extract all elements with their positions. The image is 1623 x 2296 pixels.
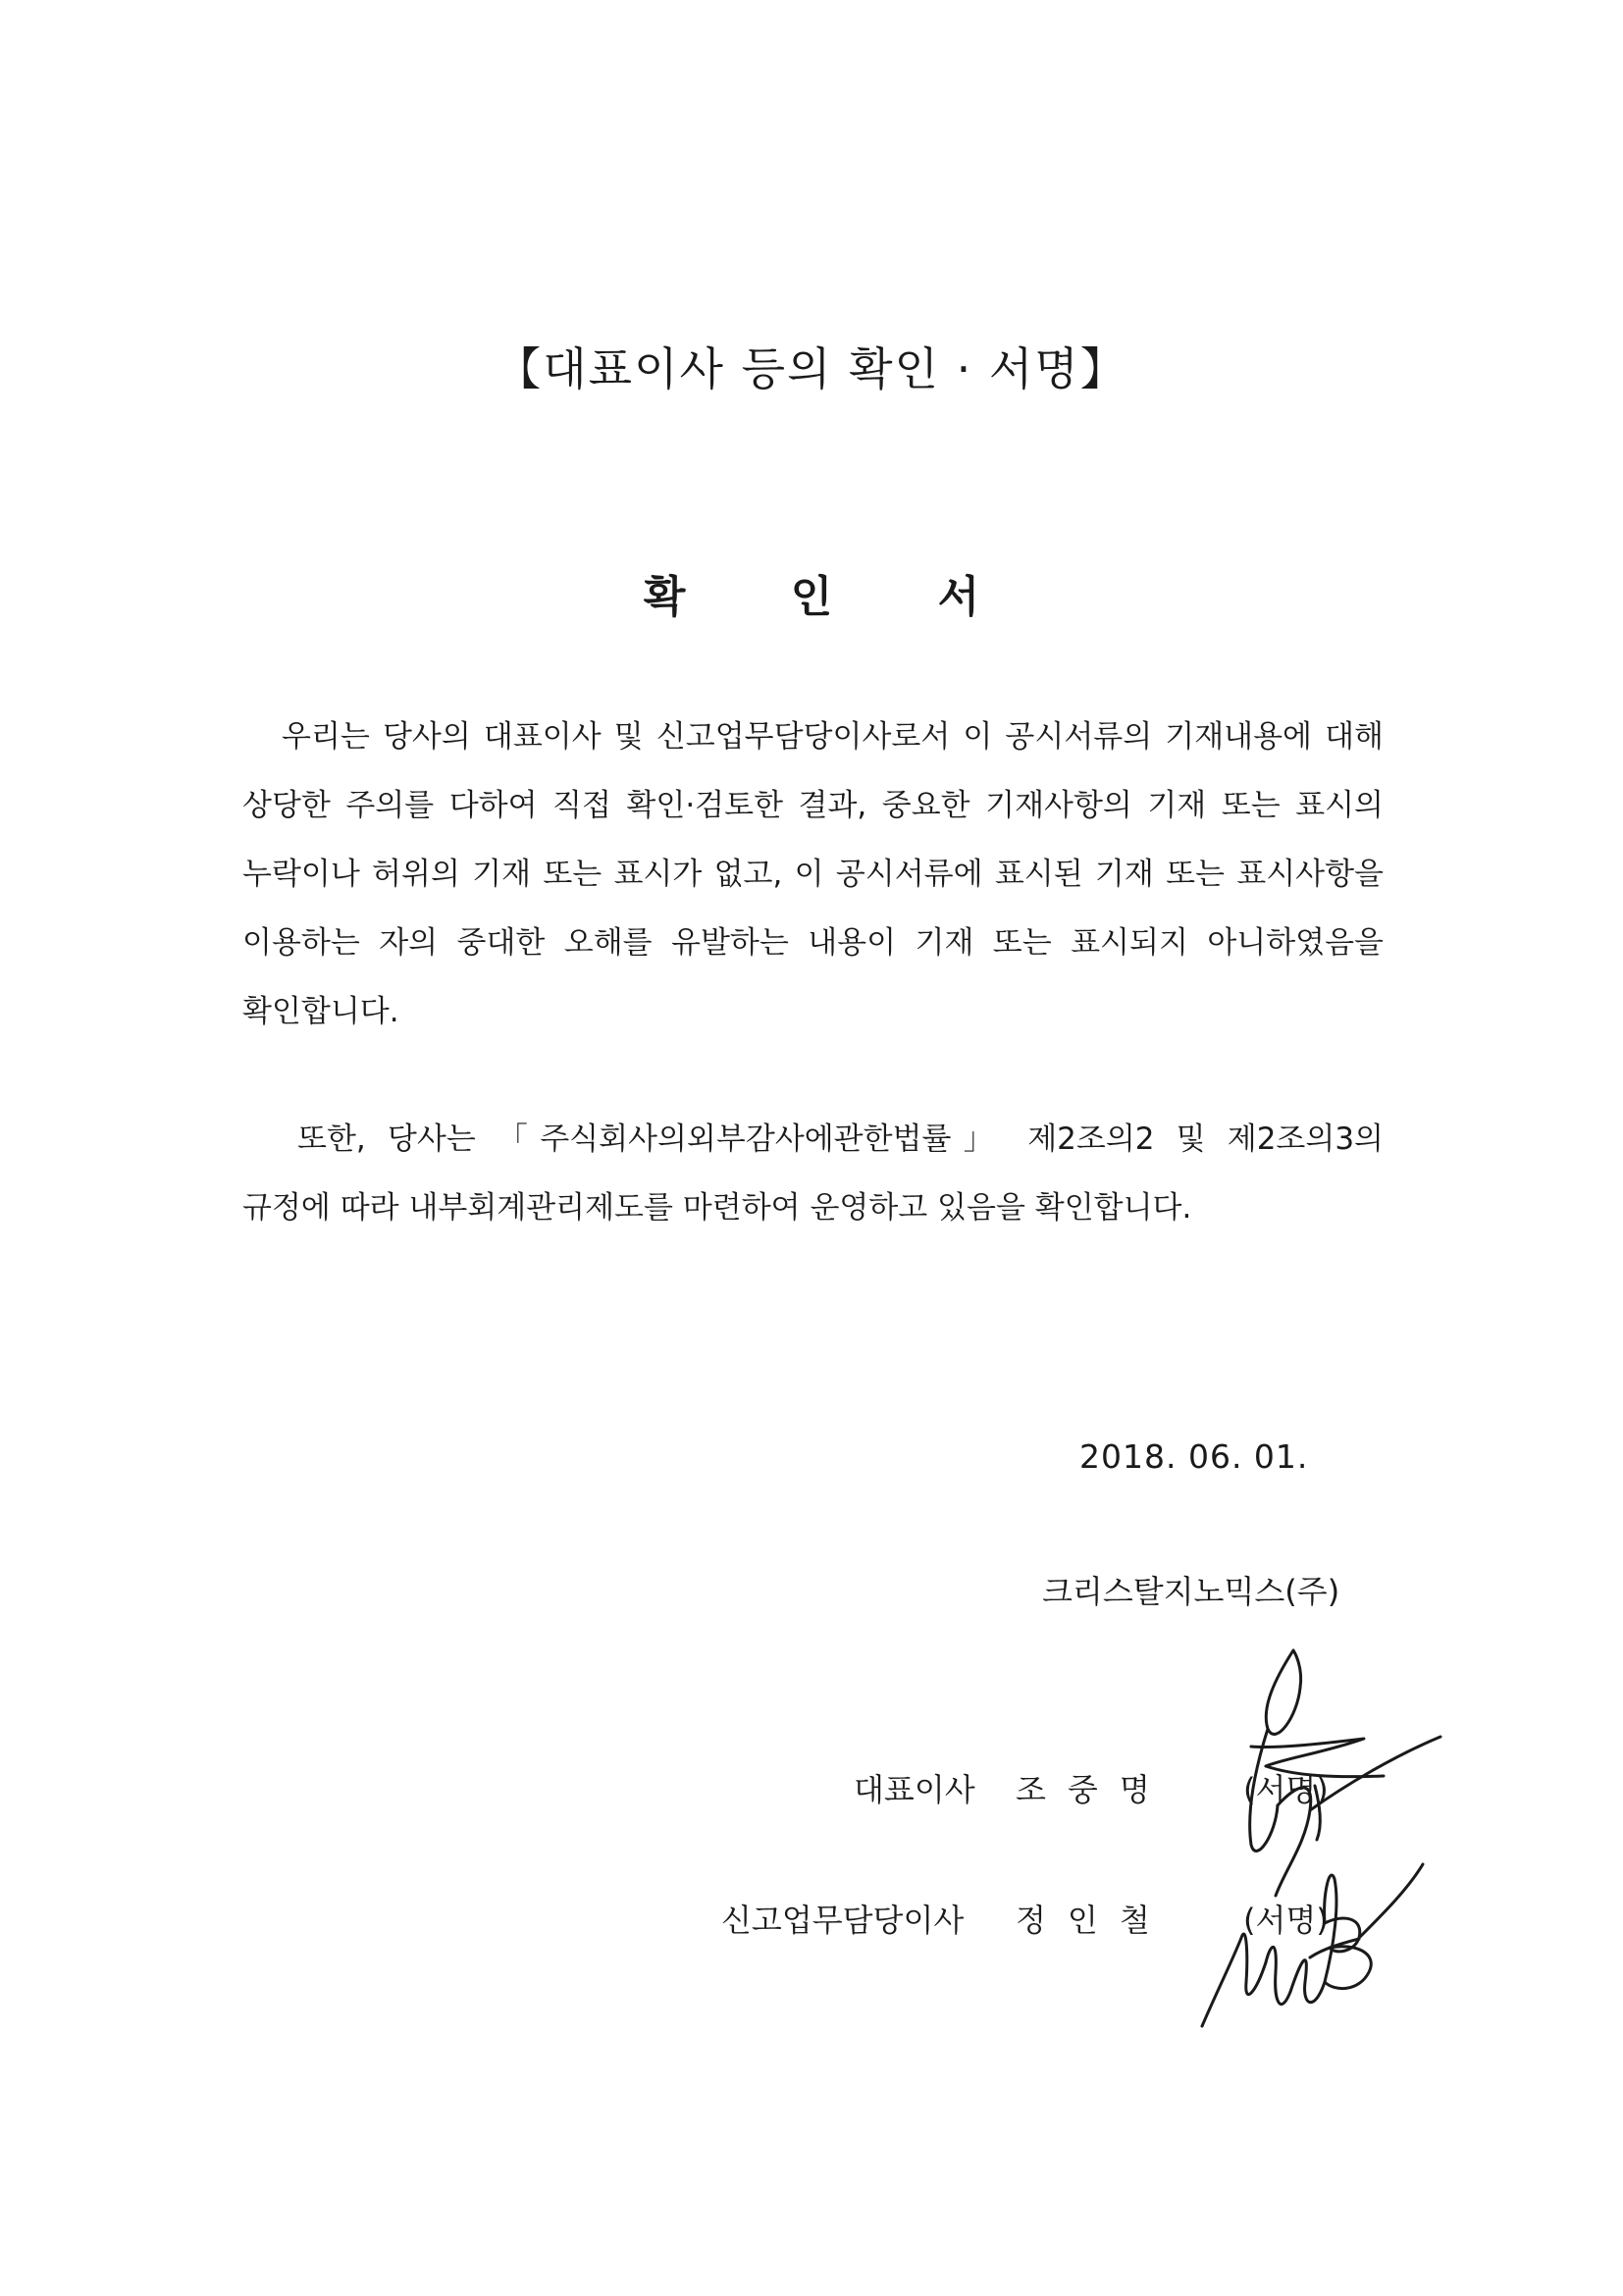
signatory-role: 신고업무담당이사 bbox=[721, 1902, 965, 1939]
company-name: 크리스탈지노믹스(주) bbox=[1042, 1573, 1340, 1610]
signatory-name: 정인철 bbox=[1016, 1902, 1172, 1939]
document-title: 확 인 서 bbox=[643, 572, 1025, 622]
signature-mark-label: (서명) bbox=[1243, 1771, 1329, 1808]
signatory-name: 조중명 bbox=[1016, 1771, 1172, 1808]
confirmation-text: 우리는 당사의 대표이사 및 신고업무담당이사로서 이 공시서류의 기재내용에 대해 상당한 주의를 다하여 직접 확인·검토한 결과, 중요한 기재사항의 기재 또는 표시의 누락이나 허위의 기재 또는 표시가 없고, 이 공시서류에 표시된 기재 또는 표시사항을 이용하는 자의 중대한 오해를 유발하는 내용이 기재 또는 표시되지 아니하였음을 확인합니다. bbox=[242, 719, 1384, 1029]
signatory-role: 대표이사 bbox=[854, 1771, 975, 1808]
internal-control-text: 또한, 당사는 「주식회사의외부감사에관한법률」 제2조의2 및 제2조의3의 규정에 따라 내부회계관리제도를 마련하여 운영하고 있음을 확인합니다. bbox=[242, 1122, 1384, 1226]
signature-mark-label: (서명) bbox=[1243, 1902, 1329, 1939]
document-date: 2018. 06. 01. bbox=[1079, 1437, 1309, 1476]
internal-control-paragraph bbox=[242, 1105, 1384, 1242]
page-heading: 【대표이사 등의 확인 · 서명】 bbox=[496, 342, 1127, 395]
confirmation-paragraph bbox=[242, 703, 1384, 1046]
handwritten-signature-director bbox=[1187, 1845, 1442, 2041]
